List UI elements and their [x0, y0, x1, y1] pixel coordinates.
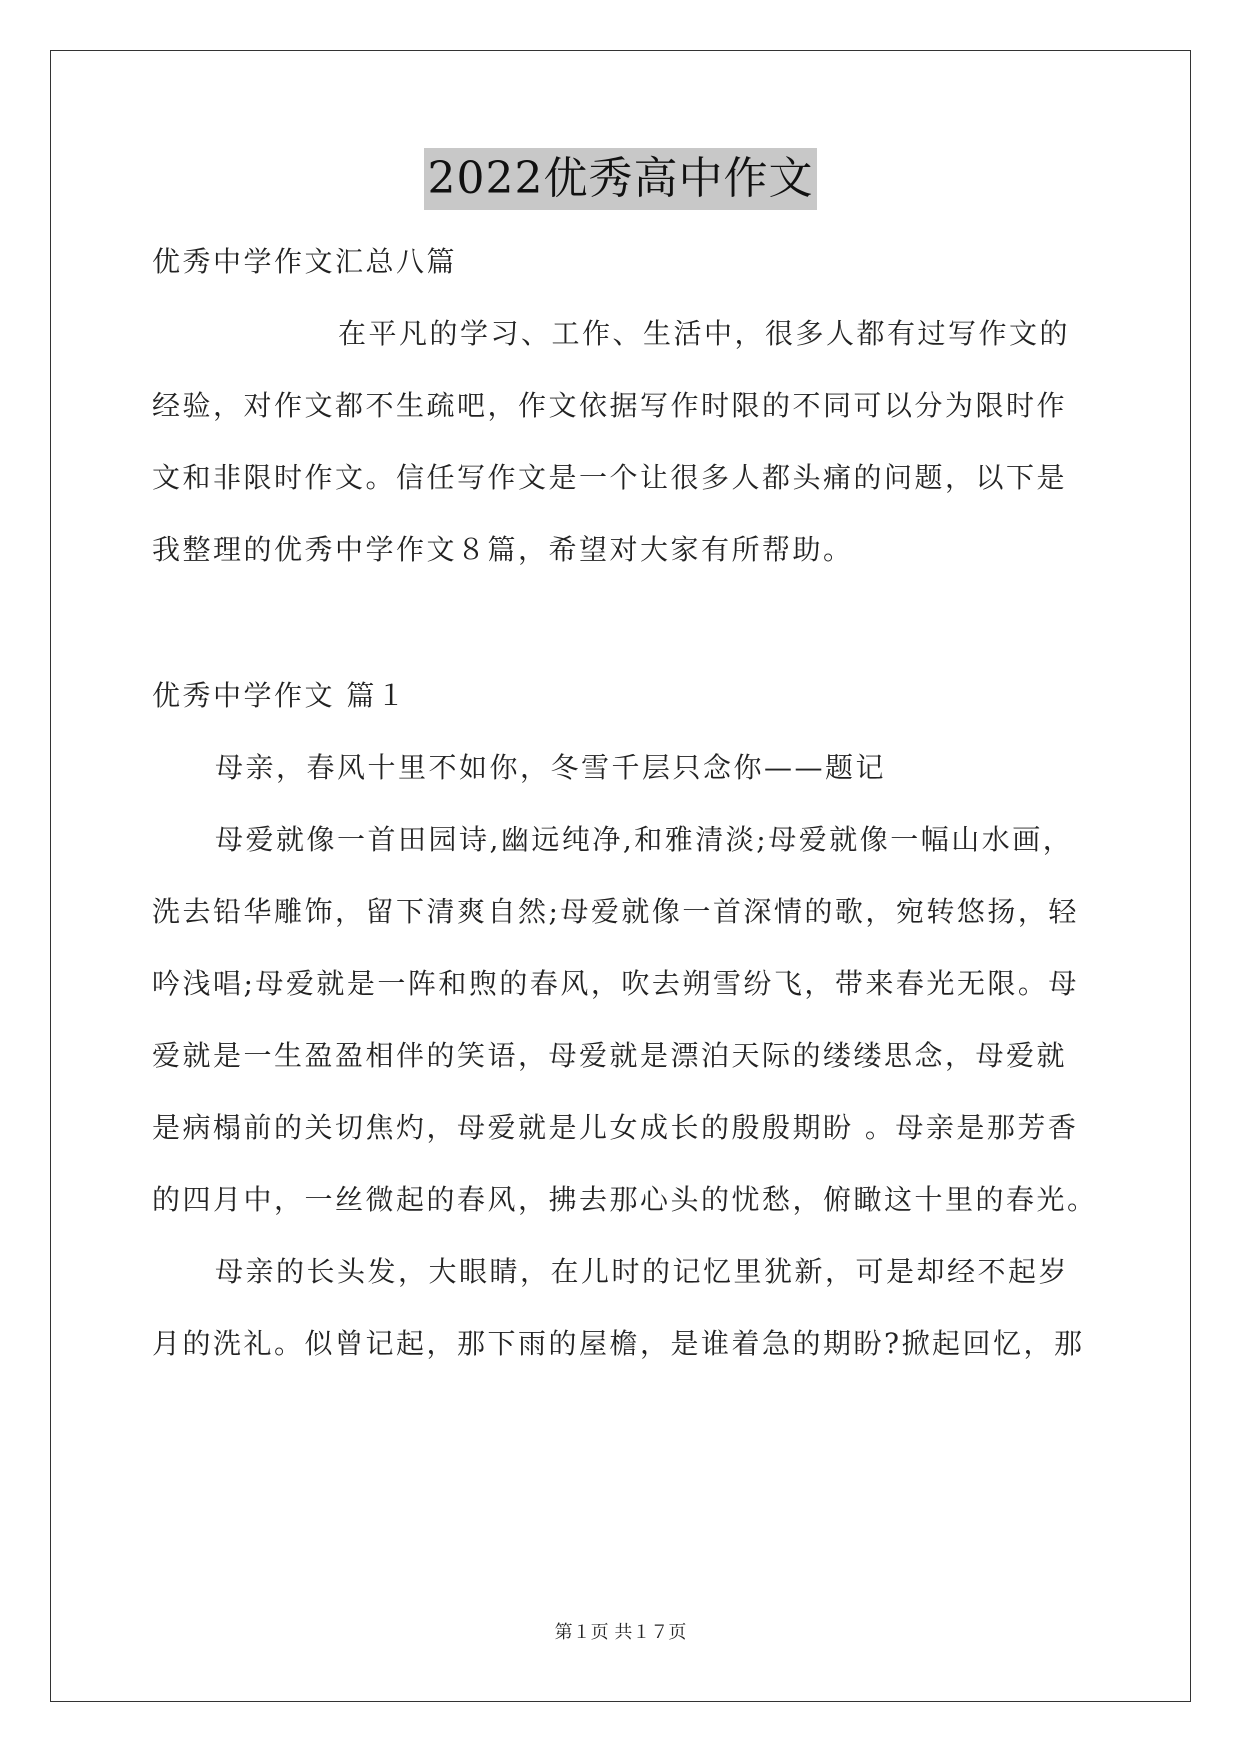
body-line: 吟浅唱;母爱就是一阵和煦的春风，吹去朔雪纷飞，带来春光无限。母: [152, 967, 1079, 1000]
body-line: 的四月中，一丝微起的春风，拂去那心头的忧愁，俯瞰这十里的春光。: [152, 1183, 1098, 1216]
intro-line: 在平凡的学习、工作、生活中，很多人都有过写作文的: [338, 317, 1071, 350]
body-line: 母亲的长头发，大眼睛，在儿时的记忆里犹新，可是却经不起岁: [215, 1255, 1070, 1288]
epigraph-line: 母亲，春风十里不如你，冬雪千层只念你——题记: [215, 751, 887, 784]
body-line: 洗去铅华雕饰，留下清爽自然;母爱就像一首深情的歌，宛转悠扬，轻: [152, 895, 1079, 928]
document-title: 2022优秀高中作文: [424, 148, 818, 210]
intro-line: 我整理的优秀中学作文８篇，希望对大家有所帮助。: [152, 533, 854, 566]
body-line: 是病榻前的关切焦灼，母爱就是儿女成长的殷殷期盼 。母亲是那芳香: [152, 1111, 1079, 1144]
body-line: 爱就是一生盈盈相伴的笑语，母爱就是漂泊天际的缕缕思念，母爱就: [152, 1039, 1068, 1072]
document-heading: 优秀中学作文汇总八篇: [152, 245, 458, 278]
body-line: 母爱就像一首田园诗,幽远纯净,和雅清淡;母爱就像一幅山水画，: [215, 823, 1074, 856]
intro-line: 文和非限时作文。信任写作文是一个让很多人都头痛的问题，以下是: [152, 461, 1068, 494]
section-heading: 优秀中学作文 篇１: [152, 679, 408, 712]
body-line: 月的洗礼。似曾记起，那下雨的屋檐，是谁着急的期盼?掀起回忆，那: [152, 1327, 1085, 1360]
intro-line: 经验，对作文都不生疏吧，作文依据写作时限的不同可以分为限时作: [152, 389, 1068, 422]
title-container: [0, 148, 1241, 210]
page-number-footer: 第１页 共１７页: [554, 1622, 687, 1643]
page-border: [50, 50, 1191, 1702]
